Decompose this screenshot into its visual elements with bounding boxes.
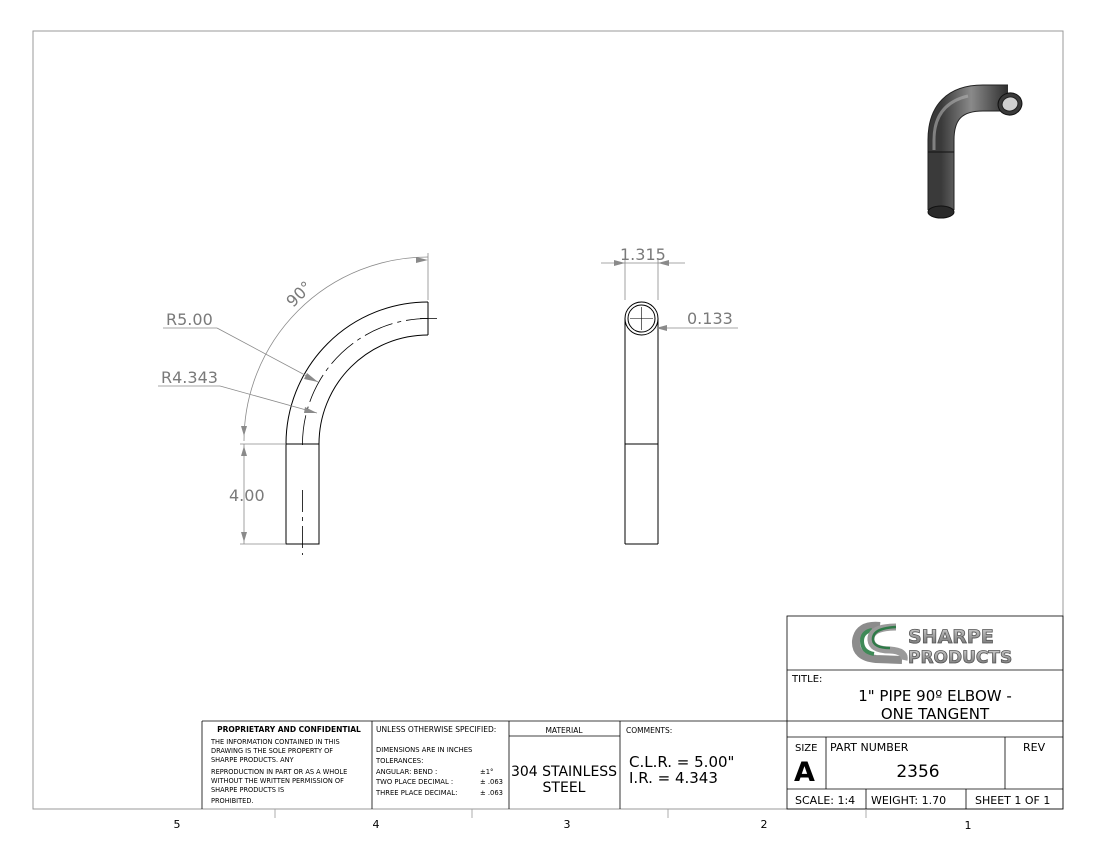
title-label: TITLE: <box>792 674 823 685</box>
front-view <box>286 302 437 555</box>
zone-label: 1 <box>964 819 972 832</box>
sharpe-products-logo <box>856 626 1012 668</box>
tolerance-notes <box>375 746 503 797</box>
sheet-number: SHEET 1 OF 1 <box>975 794 1051 807</box>
svg-text:WITHOUT THE WRITTEN PERMISSION: WITHOUT THE WRITTEN PERMISSION OF <box>211 777 344 785</box>
dimension-tangent-length: 4.00 <box>229 486 265 505</box>
zone-label: 3 <box>563 818 571 831</box>
svg-text:PROHIBITED.: PROHIBITED. <box>211 797 254 805</box>
comments-line-1: C.L.R. = 5.00" <box>629 753 735 771</box>
scale: SCALE: 1:4 <box>795 794 856 807</box>
zone-label: 4 <box>372 818 380 831</box>
svg-text:PRODUCTS: PRODUCTS <box>908 648 1013 668</box>
dimension-wall-thickness: 0.133 <box>687 309 733 328</box>
svg-text:SHARPE PRODUCTS. ANY: SHARPE PRODUCTS. ANY <box>211 756 294 764</box>
svg-text:DIMENSIONS ARE IN INCHES: DIMENSIONS ARE IN INCHES <box>376 746 473 754</box>
material-line-2: STEEL <box>542 780 586 796</box>
material-header: MATERIAL <box>545 726 583 735</box>
part-number: 2356 <box>896 762 940 782</box>
proprietary-title: PROPRIETARY AND CONFIDENTIAL <box>217 725 361 734</box>
zone-label: 5 <box>173 818 181 831</box>
weight: WEIGHT: 1.70 <box>871 794 947 807</box>
front-view-outer-arc <box>286 302 428 444</box>
isometric-view <box>928 90 1024 218</box>
svg-text:SHARPE PRODUCTS IS: SHARPE PRODUCTS IS <box>211 786 285 794</box>
svg-text:± .063: ± .063 <box>480 778 503 786</box>
dimension-angle: 90° <box>282 277 316 311</box>
dimension-inner-radius: R4.343 <box>161 368 218 387</box>
svg-text:TWO PLACE DECIMAL :: TWO PLACE DECIMAL : <box>376 778 454 786</box>
svg-text:THREE PLACE DECIMAL:: THREE PLACE DECIMAL: <box>376 789 458 797</box>
drawing-title-line-2: ONE TANGENT <box>880 705 990 723</box>
svg-text:TOLERANCES:: TOLERANCES: <box>376 757 424 765</box>
svg-text:THE INFORMATION CONTAINED IN T: THE INFORMATION CONTAINED IN THIS <box>211 738 340 746</box>
side-view <box>625 302 658 544</box>
comments-header: COMMENTS: <box>626 726 673 735</box>
svg-text:± .063: ± .063 <box>480 789 503 797</box>
size-value: A <box>794 757 815 788</box>
comments-line-2: I.R. = 4.343 <box>629 769 718 787</box>
proprietary-text <box>210 738 347 805</box>
rev-label: REV <box>1023 741 1046 754</box>
svg-text:ANGULAR: BEND :: ANGULAR: BEND : <box>376 768 438 776</box>
front-view-inner-arc <box>319 335 428 444</box>
drawing-title-line-1: 1" PIPE 90º ELBOW - <box>858 687 1012 705</box>
front-view-centerline <box>302 318 428 445</box>
part-number-label: PART NUMBER <box>830 741 909 754</box>
svg-text:DRAWING IS THE SOLE PROPERTY O: DRAWING IS THE SOLE PROPERTY OF <box>211 747 334 755</box>
dimension-outer-diameter: 1.315 <box>620 245 666 264</box>
svg-text:±1°: ±1° <box>480 768 494 776</box>
svg-text:SHARPE: SHARPE <box>908 626 994 648</box>
svg-text:REPRODUCTION IN PART OR AS A W: REPRODUCTION IN PART OR AS A WHOLE <box>211 768 348 776</box>
zone-label: 2 <box>760 818 768 831</box>
zone-ticks <box>275 809 866 818</box>
size-label: SIZE <box>795 743 818 754</box>
dimension-outer-radius: R5.00 <box>166 310 213 329</box>
tolerance-header: UNLESS OTHERWISE SPECIFIED: <box>376 725 497 734</box>
material-line-1: 304 STAINLESS <box>510 764 618 780</box>
